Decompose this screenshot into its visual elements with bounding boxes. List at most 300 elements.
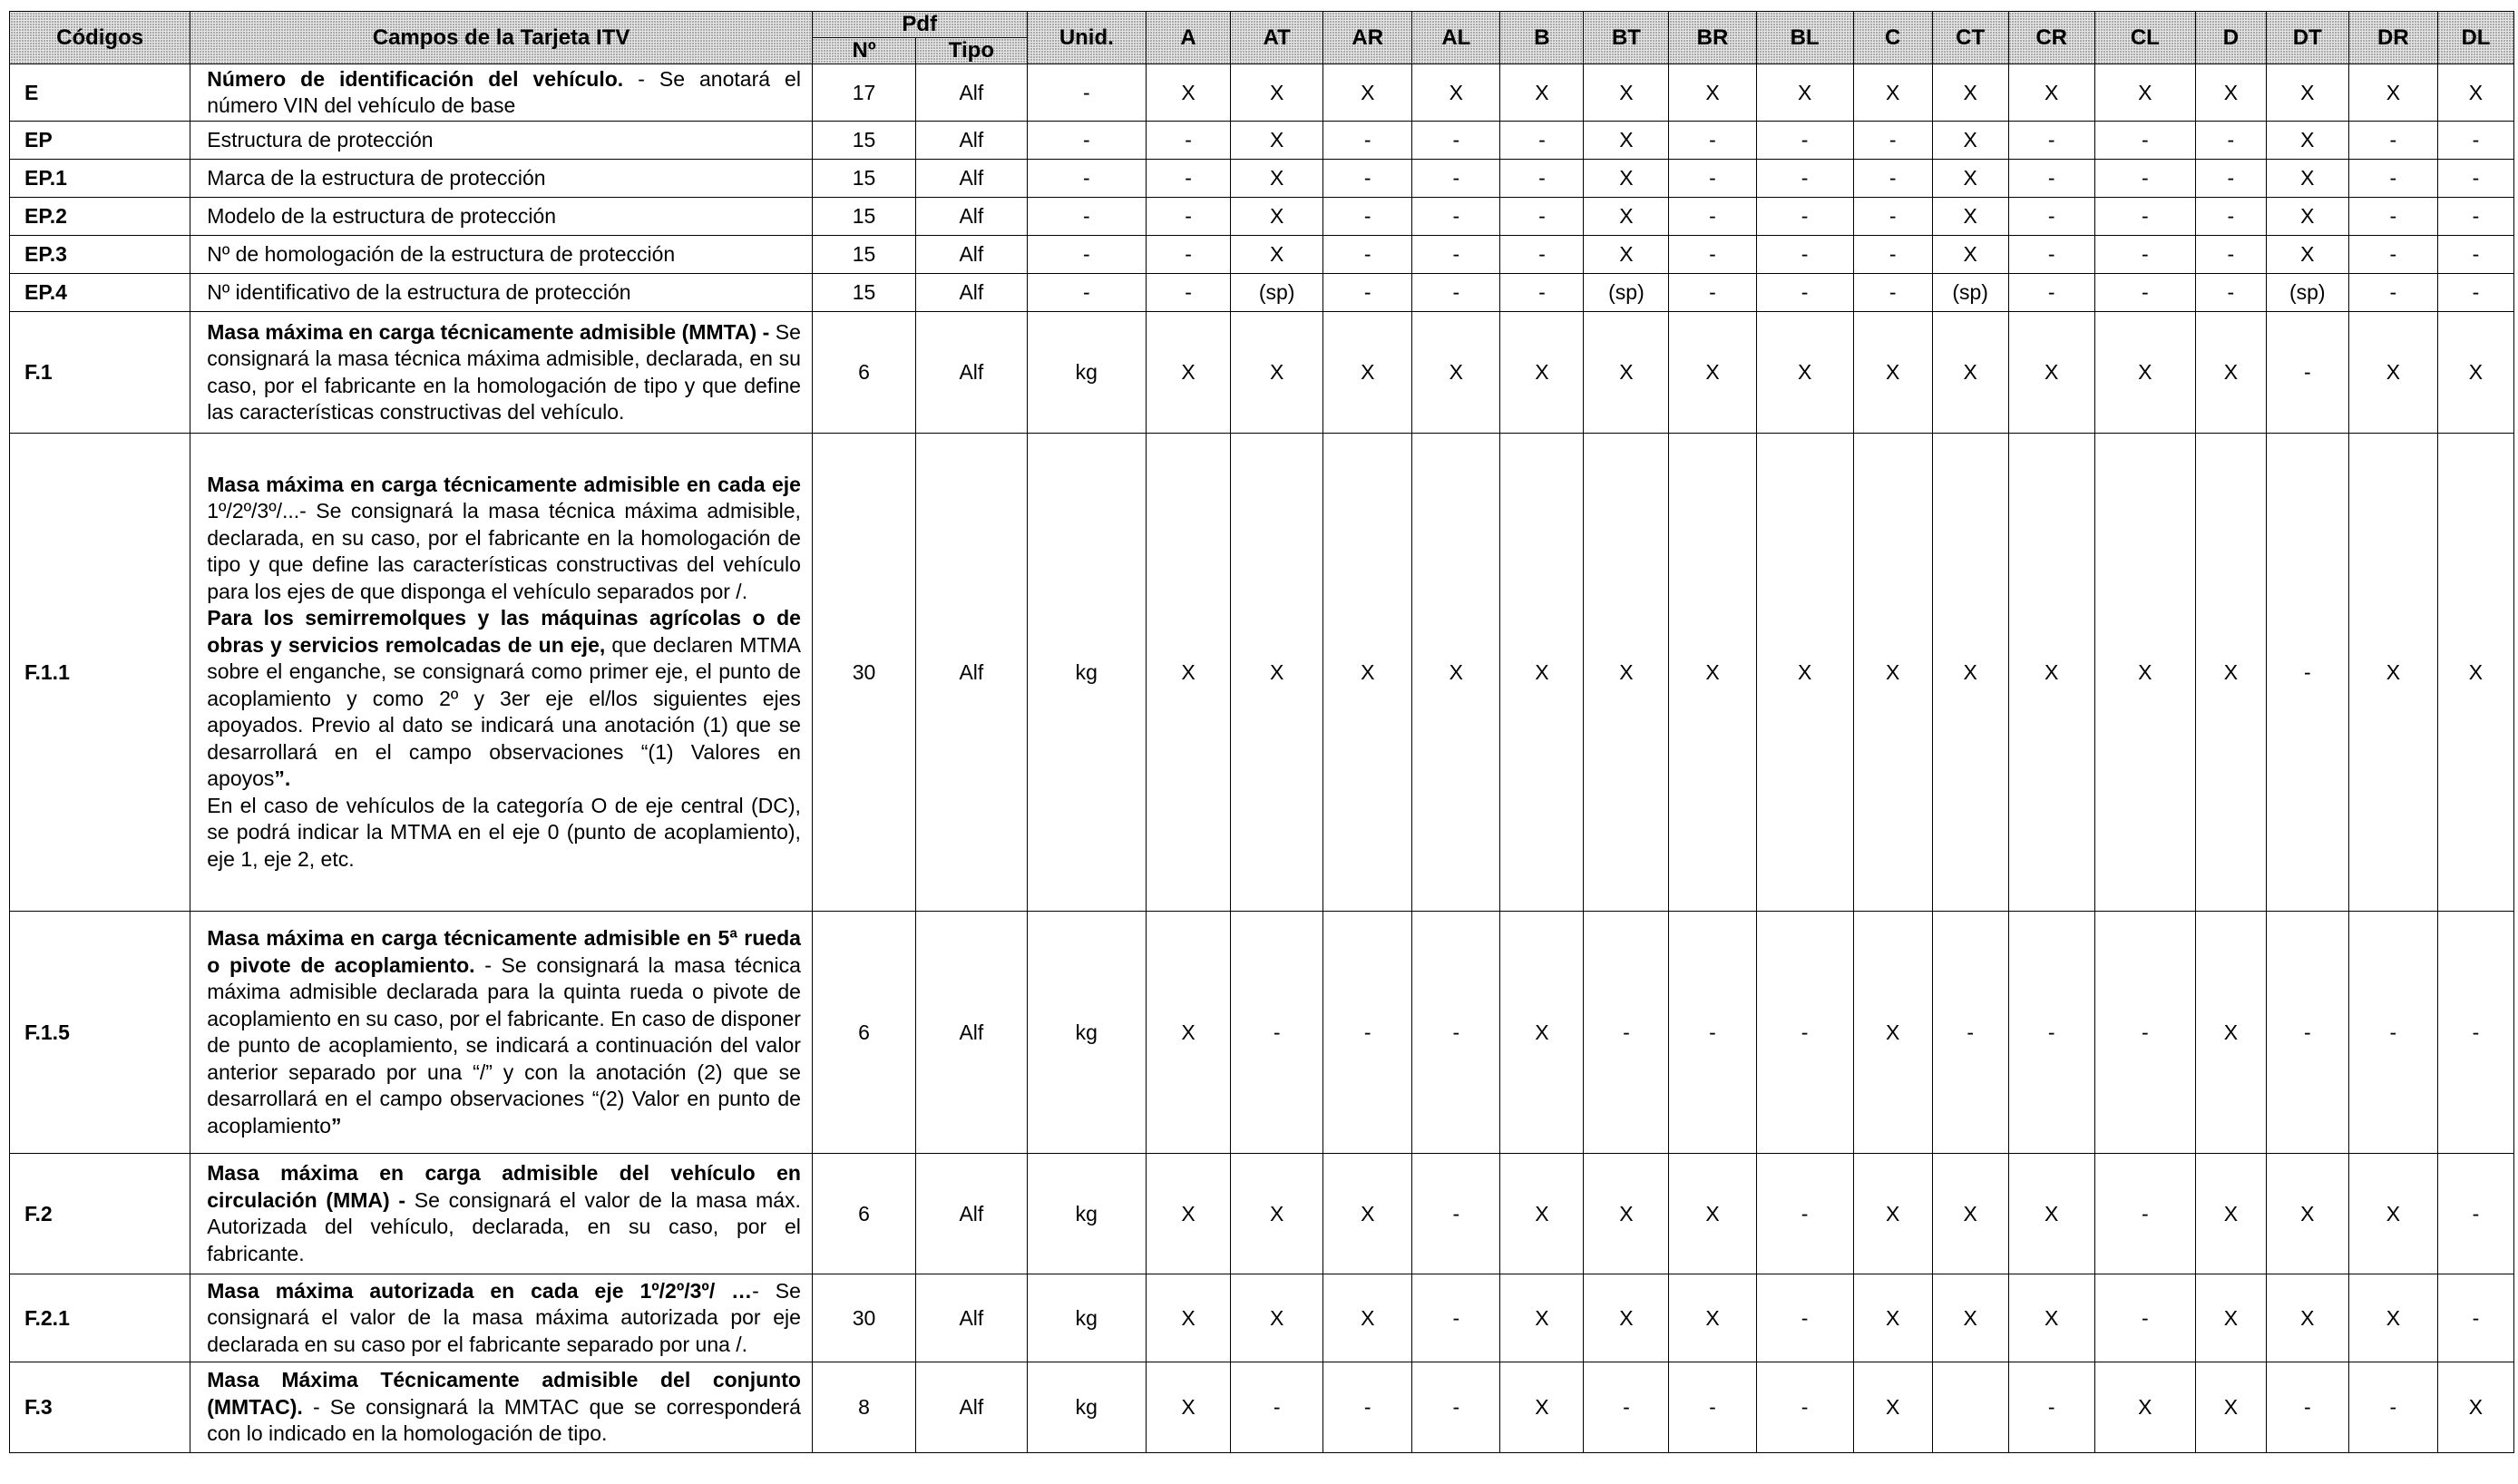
row-code: F.1 [10,312,190,434]
category-cell: X [1669,434,1756,912]
category-cell: X [2195,312,2266,434]
row-description [190,122,813,160]
category-cell: - [2437,912,2513,1154]
category-cell: - [2348,198,2437,236]
category-cell: - [2008,122,2094,160]
category-cell: - [1147,236,1231,274]
header-category: BR [1669,12,1756,64]
pdf-number: 15 [812,274,915,312]
category-cell: - [2008,160,2094,198]
pdf-number: 30 [812,1274,915,1362]
category-cell: (sp) [2266,274,2348,312]
category-cell: - [1412,1154,1500,1274]
category-cell: X [1853,64,1932,122]
row-code: EP.1 [10,160,190,198]
category-cell: - [1500,160,1584,198]
category-cell: - [2094,122,2195,160]
category-cell: X [1932,198,2008,236]
category-cell: X [2437,64,2513,122]
category-cell: X [1231,160,1323,198]
category-cell: X [2008,1274,2094,1362]
category-cell: - [1323,912,1412,1154]
category-cell: X [2094,1362,2195,1453]
header-category: AL [1412,12,1500,64]
category-cell: X [2348,64,2437,122]
table-row [10,434,2514,912]
description-text: - Se consignará la masa técnica máxima admisible declarada para la quinta rueda o pivote de acoplamiento en su caso, por el fabricante. En caso de disponer de punto de acoplamiento, se indicará a continuación del valor anterior separado por una “/” y con la anotación (2) que se desarrollará en el campo observaciones “(2) Valor en punto de acoplamiento [207,952,801,1137]
pdf-number: 8 [812,1362,915,1453]
category-cell: X [1231,64,1323,122]
unit: - [1027,160,1146,198]
category-cell: X [1669,1154,1756,1274]
category-cell: X [1932,1154,2008,1274]
category-cell: - [1323,1362,1412,1453]
category-cell: X [2437,434,2513,912]
pdf-type: Alf [916,1154,1027,1274]
pdf-number: 15 [812,122,915,160]
description-text: que declaren MTMA sobre el enganche, se consignará como primer eje, el punto de acoplamiento y como 2º y 3er eje el/los siguientes ejes apoyados. Previo al dato se indicará una anotación (1) que se desarrollará en el campo observaciones “(1) Valores en apoyos [207,632,801,791]
category-cell: X [1231,1274,1323,1362]
category-cell: X [2437,312,2513,434]
pdf-type: Alf [916,198,1027,236]
row-description [190,1362,813,1453]
category-cell: - [2348,122,2437,160]
header-fields: Campos de la Tarjeta ITV [190,12,813,64]
table-row [10,1154,2514,1274]
category-cell: - [2195,122,2266,160]
category-cell: X [1500,1362,1584,1453]
category-cell: - [1412,122,1500,160]
category-cell: X [2266,160,2348,198]
category-cell: (sp) [1231,274,1323,312]
category-cell: - [1147,160,1231,198]
category-cell: X [1584,236,1669,274]
category-cell: X [1231,122,1323,160]
category-cell: - [2094,912,2195,1154]
category-cell: X [1147,1154,1231,1274]
row-code: F.2 [10,1154,190,1274]
description-bold-text: Masa máxima en carga admisible del vehículo en circulación (MMA) - [207,1161,801,1212]
category-cell: X [1147,312,1231,434]
category-cell: - [2094,274,2195,312]
category-cell: X [1853,1274,1932,1362]
description-bold-text: Masa Máxima Técnicamente admisible del conjunto (MMTAC). [207,1368,801,1419]
category-cell: - [1323,274,1412,312]
category-cell: - [1669,160,1756,198]
pdf-number: 6 [812,912,915,1154]
pdf-type: Alf [916,1274,1027,1362]
description-bold-text: Masa máxima en carga técnicamente admisible (MMTA) - [207,319,770,344]
category-cell: X [1584,434,1669,912]
category-cell: X [1932,64,2008,122]
category-cell: - [1323,160,1412,198]
category-cell: - [1669,122,1756,160]
category-cell: X [1932,122,2008,160]
category-cell: X [2195,1362,2266,1453]
category-cell: - [1323,122,1412,160]
category-cell: - [1756,1154,1853,1274]
category-cell: - [2008,198,2094,236]
category-cell: - [2195,198,2266,236]
category-cell: - [2266,434,2348,912]
category-cell: X [1147,64,1231,122]
category-cell: X [2266,1154,2348,1274]
category-cell: - [1412,160,1500,198]
category-cell: X [1231,236,1323,274]
unit: - [1027,122,1146,160]
header-pdf-number: Nº [812,38,915,64]
unit: - [1027,198,1146,236]
table-row [10,274,2514,312]
unit: kg [1027,1154,1146,1274]
pdf-type: Alf [916,434,1027,912]
pdf-number: 15 [812,198,915,236]
table-row [10,236,2514,274]
pdf-type: Alf [916,236,1027,274]
header-category: DL [2437,12,2513,64]
description-bold-text: Masa máxima en carga técnicamente admisible en cada eje [207,472,801,496]
category-cell: - [2195,160,2266,198]
description-text: - Se consignará la MMTAC que se corresponderá con lo indicado en la homologación de tipo. [207,1394,801,1446]
category-cell: - [1756,198,1853,236]
header-category: CT [1932,12,2008,64]
category-cell: - [1756,236,1853,274]
unit: kg [1027,1362,1146,1453]
pdf-number: 15 [812,160,915,198]
pdf-type: Alf [916,912,1027,1154]
category-cell: - [2437,198,2513,236]
description-bold-text: Masa máxima autorizada en cada eje 1º/2º/3º/ … [207,1278,753,1303]
header-pdf-type: Tipo [916,38,1027,64]
header-category: CL [2094,12,2195,64]
header-category: D [2195,12,2266,64]
category-cell: X [1500,1274,1584,1362]
category-cell: - [1669,236,1756,274]
table-row [10,1274,2514,1362]
category-cell: - [1231,1362,1323,1453]
header-category: A [1147,12,1231,64]
category-cell: - [1756,122,1853,160]
category-cell: - [2348,912,2437,1154]
category-cell: X [1584,160,1669,198]
category-cell: - [1412,198,1500,236]
category-cell: X [2266,198,2348,236]
description-text: Modelo de la estructura de protección [207,203,557,228]
category-cell: X [1932,236,2008,274]
category-cell: X [1147,434,1231,912]
table-header [10,12,2514,64]
category-cell: X [1500,64,1584,122]
pdf-type: Alf [916,1362,1027,1453]
description-bold-text: ” [331,1113,342,1137]
category-cell: - [1500,274,1584,312]
row-description [190,64,813,122]
category-cell: - [2008,274,2094,312]
category-cell: - [1853,160,1932,198]
pdf-number: 15 [812,236,915,274]
description-text: Nº de homologación de la estructura de protección [207,241,676,266]
category-cell: X [1147,912,1231,1154]
category-cell: - [1756,274,1853,312]
description-text: Se consignará el valor de la masa máx. Autorizada del vehículo, declarada, en su caso, por el fabricante. [207,1187,801,1265]
category-cell: - [2348,274,2437,312]
category-cell: X [1323,1274,1412,1362]
category-cell: - [1932,912,2008,1154]
category-cell: - [1147,122,1231,160]
unit: - [1027,236,1146,274]
category-cell: X [2008,64,2094,122]
itv-fields-table [9,11,2514,1453]
row-description [190,434,813,912]
category-cell: - [2437,274,2513,312]
header-unit: Unid. [1027,12,1146,64]
header-category: CR [2008,12,2094,64]
description-text: Estructura de protección [207,127,434,151]
row-code: F.2.1 [10,1274,190,1362]
category-cell: - [2437,160,2513,198]
category-cell: - [1412,274,1500,312]
description-text: - Se consignará el valor de la masa máxima autorizada por eje declarada en su caso por el fabricante separado por una /. [207,1278,801,1356]
category-cell: X [1500,312,1584,434]
category-cell: - [2348,160,2437,198]
table-row [10,912,2514,1154]
row-description [190,1274,813,1362]
header-category: DT [2266,12,2348,64]
category-cell: - [1584,912,1669,1154]
unit: kg [1027,434,1146,912]
category-cell: X [2266,64,2348,122]
description-text: Marca de la estructura de protección [207,165,546,190]
category-cell: X [2348,312,2437,434]
header-category: BL [1756,12,1853,64]
category-cell: X [1231,312,1323,434]
category-cell: X [2266,236,2348,274]
description-text: En el caso de vehículos de la categoría O de eje central (DC), se podrá indicar la MTMA en el eje 0 (punto de acoplamiento), eje 1, eje 2, etc. [207,793,801,871]
category-cell: - [1669,1362,1756,1453]
row-description [190,160,813,198]
category-cell: X [1669,1274,1756,1362]
description-bold-text: Masa máxima en carga técnicamente admisible en 5ª rueda o pivote de acoplamiento. [207,926,801,977]
category-cell: - [2266,312,2348,434]
pdf-type: Alf [916,64,1027,122]
category-cell: - [2094,198,2195,236]
row-description [190,198,813,236]
category-cell: - [1853,122,1932,160]
pdf-number: 6 [812,1154,915,1274]
category-cell: X [2348,434,2437,912]
category-cell: X [1756,64,1853,122]
unit: kg [1027,912,1146,1154]
description-text: Nº identificativo de la estructura de protección [207,279,631,304]
description-text: - Se anotará el número VIN del vehículo de base [207,66,801,117]
category-cell: X [1231,198,1323,236]
category-cell: X [2094,434,2195,912]
category-cell: - [1853,198,1932,236]
pdf-type: Alf [916,312,1027,434]
category-cell: X [2094,312,2195,434]
category-cell: - [2348,236,2437,274]
category-cell: - [2008,236,2094,274]
category-cell: X [1412,64,1500,122]
category-cell: - [2195,236,2266,274]
row-description [190,1154,813,1274]
category-cell: - [2266,912,2348,1154]
category-cell: X [1756,312,1853,434]
pdf-number: 17 [812,64,915,122]
row-code: EP [10,122,190,160]
category-cell: X [1853,434,1932,912]
category-cell: X [2094,64,2195,122]
category-cell: X [1584,1274,1669,1362]
category-cell: - [2437,236,2513,274]
header-codes: Códigos [10,12,190,64]
category-cell: - [1412,1362,1500,1453]
category-cell: X [2266,122,2348,160]
category-cell: (sp) [1932,274,2008,312]
category-cell: - [2094,1274,2195,1362]
category-cell: - [2008,912,2094,1154]
description-bold-text: ”. [274,766,291,791]
row-code: EP.4 [10,274,190,312]
pdf-type: Alf [916,274,1027,312]
unit: - [1027,274,1146,312]
category-cell: X [2195,912,2266,1154]
category-cell: - [2437,1274,2513,1362]
category-cell: X [1584,1154,1669,1274]
description-bold-text: Número de identificación del vehículo. [207,66,624,91]
category-cell: X [1584,122,1669,160]
row-code: EP.2 [10,198,190,236]
category-cell: X [2348,1154,2437,1274]
category-cell: X [1584,312,1669,434]
category-cell: - [1584,1362,1669,1453]
header-category: B [1500,12,1584,64]
description-text: 1º/2º/3º/...- Se consignará la masa técnica máxima admisible, declarada, en su caso, por el fabricante en la homologación de tipo y que define las características constructivas del vehículo para los ejes de que disponga el vehículo separados por /. [207,499,801,603]
category-cell: X [2008,434,2094,912]
header-category: BT [1584,12,1669,64]
category-cell: X [1669,312,1756,434]
table-row [10,122,2514,160]
category-cell: - [1500,236,1584,274]
row-description [190,274,813,312]
header-pdf: Pdf [812,12,1027,38]
category-cell: - [1412,912,1500,1154]
category-cell: - [2348,1362,2437,1453]
category-cell: - [1323,236,1412,274]
category-cell: - [1147,274,1231,312]
category-cell: X [1323,434,1412,912]
header-category: AR [1323,12,1412,64]
row-code: F.3 [10,1362,190,1453]
row-description [190,236,813,274]
description-bold-text: Para los semirremolques y las máquinas agrícolas o de obras y servicios remolcadas de un eje, [207,606,801,657]
category-cell: X [1853,1362,1932,1453]
category-cell: X [1500,434,1584,912]
category-cell: - [1669,198,1756,236]
category-cell: - [1756,1274,1853,1362]
header-category: C [1853,12,1932,64]
category-cell: - [2094,1154,2195,1274]
category-cell: - [1669,274,1756,312]
category-cell: X [1323,1154,1412,1274]
category-cell: - [1412,1274,1500,1362]
category-cell: - [1756,912,1853,1154]
category-cell: X [1231,1154,1323,1274]
category-cell: - [1853,236,1932,274]
category-cell: - [1500,198,1584,236]
row-description [190,312,813,434]
category-cell: X [1500,912,1584,1154]
category-cell: X [1932,312,2008,434]
category-cell: - [1500,122,1584,160]
category-cell: - [2008,1362,2094,1453]
table-row [10,160,2514,198]
category-cell [1932,1362,2008,1453]
category-cell: X [1853,312,1932,434]
table-row [10,198,2514,236]
category-cell: - [1756,160,1853,198]
unit: - [1027,64,1146,122]
category-cell: X [1500,1154,1584,1274]
category-cell: X [1853,912,1932,1154]
category-cell: X [1932,160,2008,198]
description-text: Se consignará la masa técnica máxima admisible, declarada, en su caso, por el fabricante en la homologación de tipo y que define las características constructivas del vehículo. [207,319,801,424]
row-code: EP.3 [10,236,190,274]
unit: kg [1027,312,1146,434]
category-cell: - [2437,122,2513,160]
category-cell: X [1231,434,1323,912]
pdf-type: Alf [916,160,1027,198]
category-cell: - [2094,236,2195,274]
category-cell: - [1323,198,1412,236]
category-cell: X [2008,1154,2094,1274]
pdf-number: 6 [812,312,915,434]
category-cell: - [2195,274,2266,312]
category-cell: X [2195,1154,2266,1274]
category-cell: X [1584,64,1669,122]
pdf-type: Alf [916,122,1027,160]
category-cell: X [1147,1274,1231,1362]
category-cell: X [1412,312,1500,434]
table-row [10,312,2514,434]
category-cell: - [2094,160,2195,198]
table-body [10,64,2514,1453]
category-cell: X [1323,312,1412,434]
category-cell: - [1756,1362,1853,1453]
category-cell: X [1932,1274,2008,1362]
header-category: DR [2348,12,2437,64]
category-cell: - [1147,198,1231,236]
category-cell: - [1412,236,1500,274]
category-cell: X [1323,64,1412,122]
category-cell: X [1756,434,1853,912]
header-category: AT [1231,12,1323,64]
row-code: F.1.1 [10,434,190,912]
row-description [190,912,813,1154]
unit: kg [1027,1274,1146,1362]
category-cell: X [2008,312,2094,434]
category-cell: X [1584,198,1669,236]
category-cell: - [2266,1362,2348,1453]
pdf-number: 30 [812,434,915,912]
category-cell: X [1669,64,1756,122]
category-cell: (sp) [1584,274,1669,312]
category-cell: X [1853,1154,1932,1274]
category-cell: X [2195,64,2266,122]
table-row [10,64,2514,122]
category-cell: X [1412,434,1500,912]
category-cell: - [2437,1154,2513,1274]
